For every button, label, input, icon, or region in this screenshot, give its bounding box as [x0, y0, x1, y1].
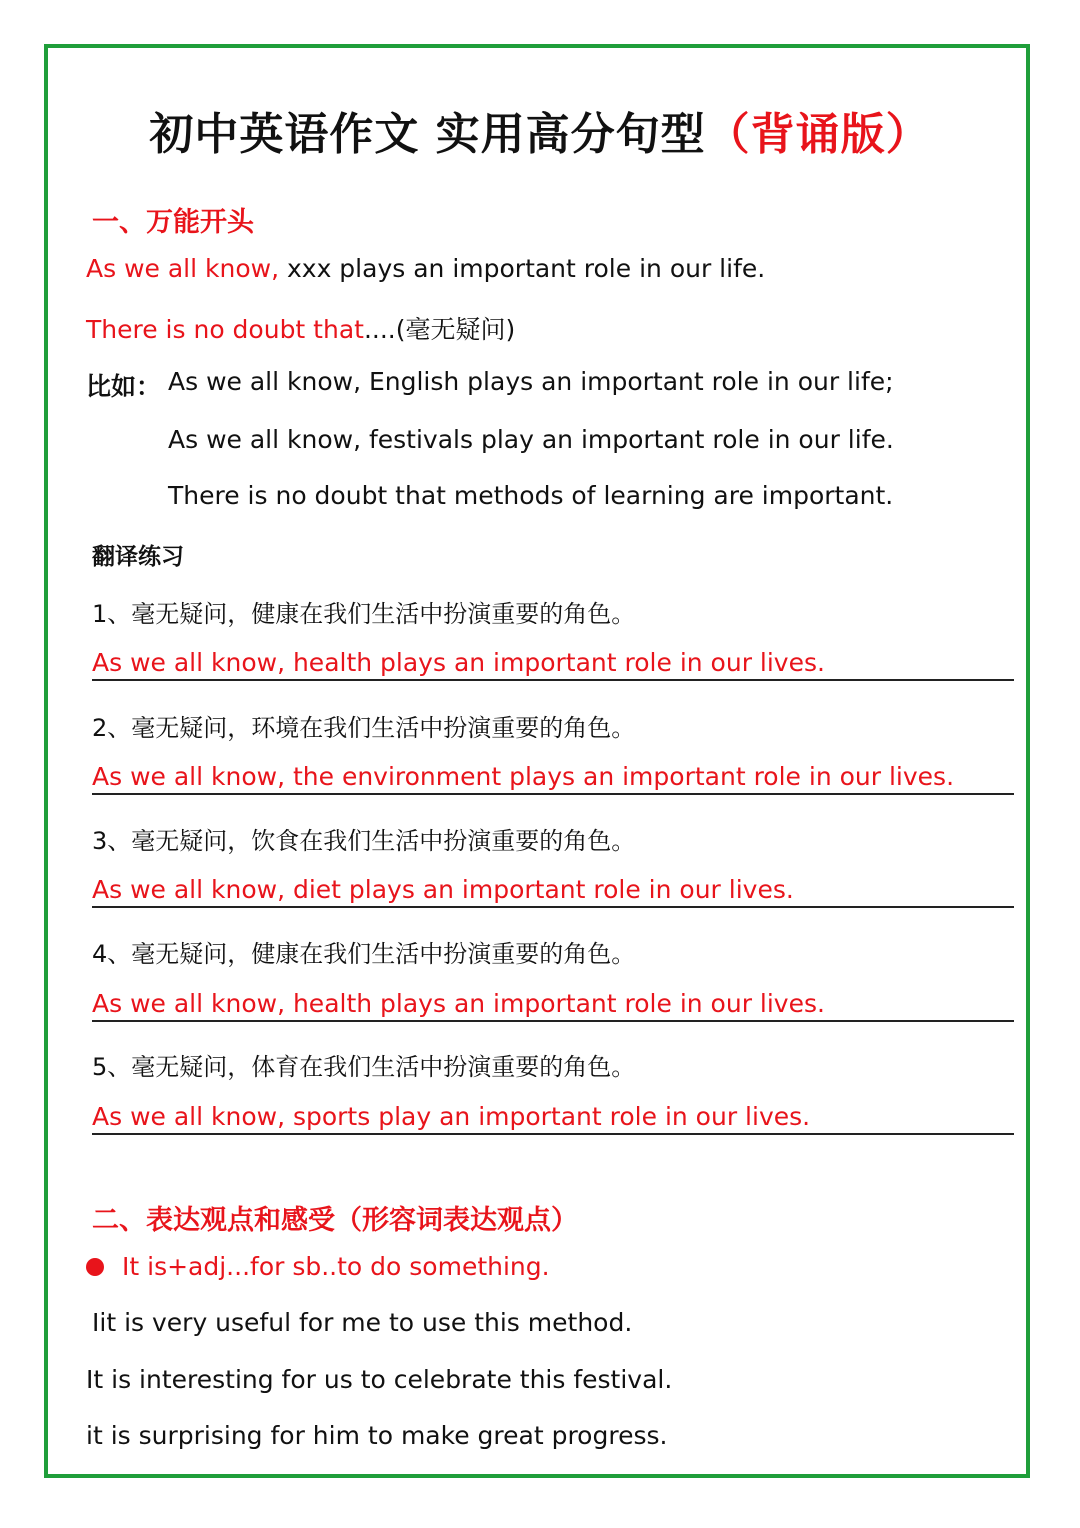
- title-highlight: （背诵版）: [705, 109, 931, 160]
- pattern1-red: As we all know,: [86, 254, 280, 283]
- section2-pattern: It is+adj...for sb..to do something.: [122, 1252, 550, 1281]
- practice-question-2: 2、毫无疑问，环境在我们生活中扮演重要的角色。: [92, 714, 636, 742]
- opinion-example-1: Iit is very useful for me to use this method.: [92, 1308, 633, 1337]
- pattern-no-doubt: [86, 310, 515, 346]
- practice-label: 翻译练习: [92, 544, 184, 570]
- example-line-3: There is no doubt that methods of learning are important.: [168, 481, 894, 510]
- practice-answer-1: As we all know, health plays an important role in our lives.: [92, 648, 1014, 681]
- title-main: 初中英语作文 实用高分句型: [149, 109, 706, 160]
- practice-answer-4: As we all know, health plays an important role in our lives.: [92, 989, 1014, 1022]
- pattern1-rest: xxx plays an important role in our life.: [279, 254, 766, 283]
- pattern2-rest: ....(毫无疑问): [363, 315, 516, 344]
- practice-question-4: 4、毫无疑问，健康在我们生活中扮演重要的角色。: [92, 940, 636, 968]
- opinion-example-3: it is surprising for him to make great progress.: [86, 1421, 668, 1450]
- practice-answer-3: As we all know, diet plays an important role in our lives.: [92, 875, 1014, 908]
- practice-question-5: 5、毫无疑问，体育在我们生活中扮演重要的角色。: [92, 1053, 636, 1081]
- pattern-as-we-all-know: [86, 254, 765, 283]
- example-line-2: As we all know, festivals play an important role in our life.: [168, 425, 894, 454]
- practice-question-3: 3、毫无疑问，饮食在我们生活中扮演重要的角色。: [92, 827, 636, 855]
- section2-heading: 二、表达观点和感受（形容词表达观点）: [92, 1205, 578, 1236]
- page-title: [0, 98, 1080, 162]
- practice-answer-5: As we all know, sports play an important role in our lives.: [92, 1102, 1014, 1135]
- example-label: 比如：: [86, 372, 162, 401]
- section1-heading: 一、万能开头: [92, 207, 254, 238]
- practice-answer-2: As we all know, the environment plays an important role in our lives.: [92, 762, 1014, 795]
- example-line-1: As we all know, English plays an important role in our life;: [168, 367, 894, 396]
- pattern2-red: There is no doubt that: [86, 315, 364, 344]
- practice-question-1: 1、毫无疑问，健康在我们生活中扮演重要的角色。: [92, 600, 636, 628]
- bullet-dot-icon: [86, 1258, 104, 1276]
- opinion-example-2: It is interesting for us to celebrate this festival.: [86, 1365, 673, 1394]
